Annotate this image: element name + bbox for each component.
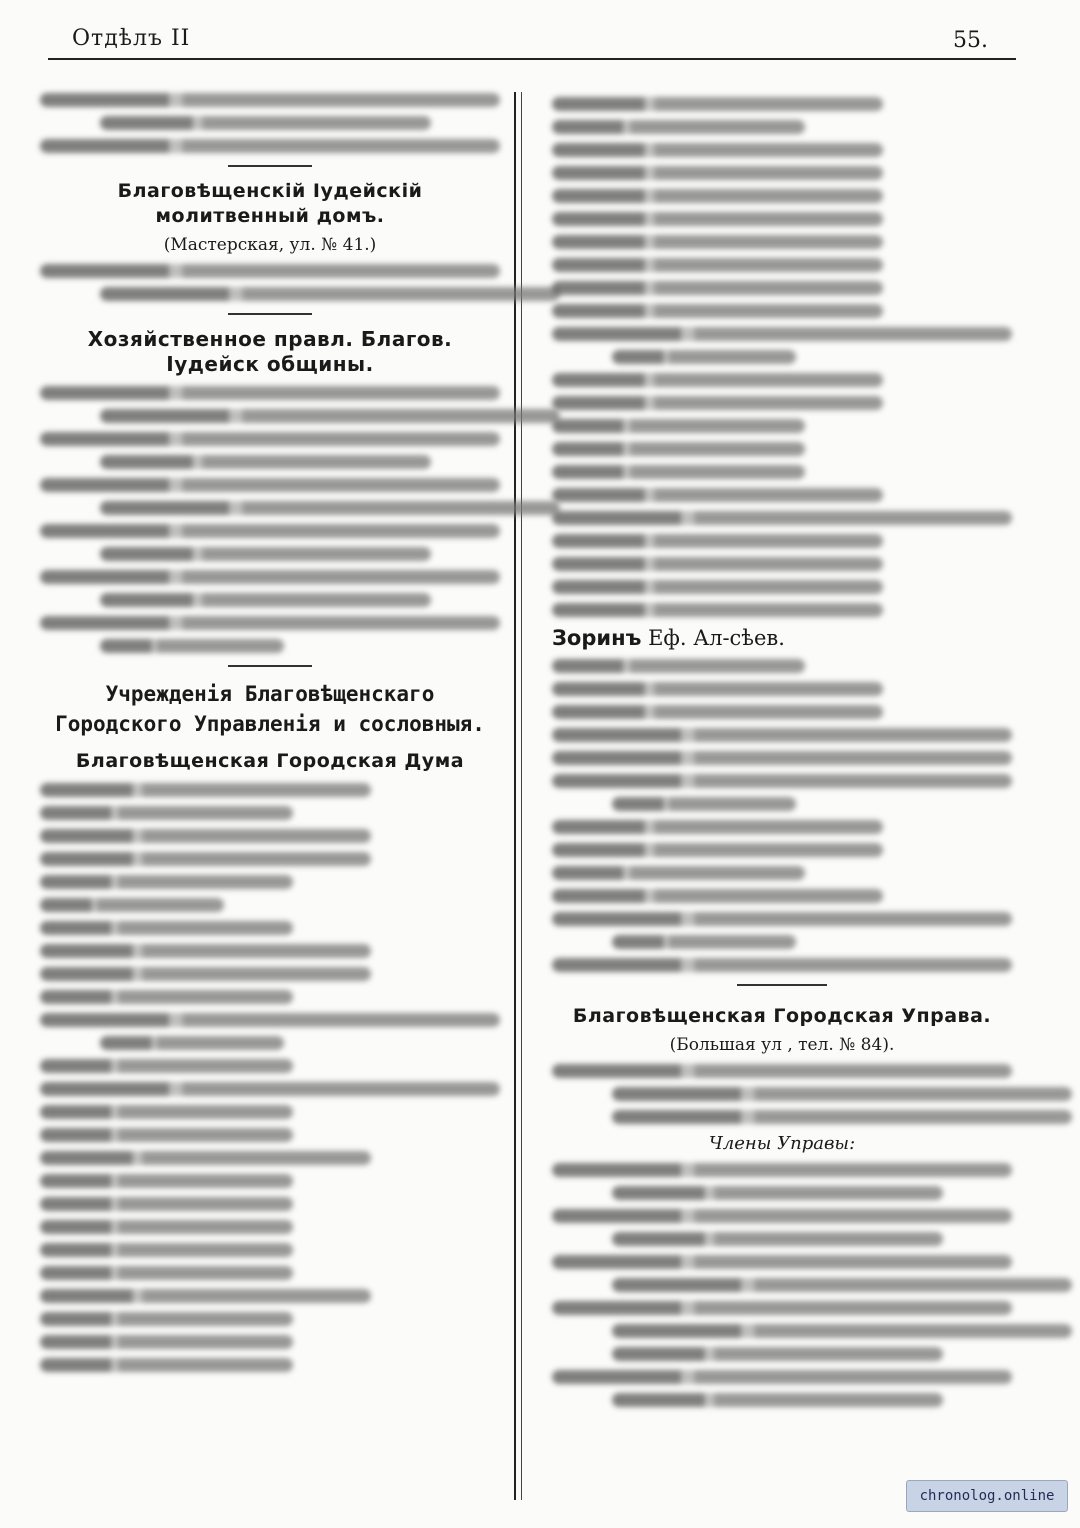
redacted-line xyxy=(552,728,1012,742)
redacted-line xyxy=(552,281,883,295)
redacted-line xyxy=(40,990,293,1004)
redacted-line xyxy=(40,1174,293,1188)
redacted-line xyxy=(100,287,560,301)
redacted-line xyxy=(612,1110,1072,1124)
heading-address: (Мастерская, ул. № 41.) xyxy=(163,235,377,255)
redacted-line xyxy=(552,511,1012,525)
redacted-line xyxy=(40,806,293,820)
redacted-line xyxy=(100,639,284,653)
redacted-line xyxy=(40,921,293,935)
redacted-line xyxy=(552,1301,1012,1315)
redacted-line xyxy=(40,1082,500,1096)
watermark-label: chronolog.online xyxy=(906,1480,1068,1512)
redacted-line xyxy=(552,396,883,410)
redacted-line xyxy=(40,1013,500,1027)
redacted-line xyxy=(100,409,560,423)
redacted-line xyxy=(552,1163,1012,1177)
redacted-line xyxy=(40,1358,293,1372)
redacted-line xyxy=(612,1347,943,1361)
redacted-line xyxy=(552,304,883,318)
redacted-line xyxy=(40,875,293,889)
redacted-line xyxy=(552,820,883,834)
heading-city-duma: Благовѣщенская Городская Дума xyxy=(75,750,465,772)
redacted-line xyxy=(40,264,500,278)
separator xyxy=(737,984,827,986)
redacted-line xyxy=(40,783,371,797)
redacted-line xyxy=(552,465,805,479)
redacted-line xyxy=(552,189,883,203)
redacted-line xyxy=(552,97,883,111)
redacted-line xyxy=(552,120,805,134)
separator xyxy=(228,313,312,315)
redacted-line xyxy=(552,1255,1012,1269)
redacted-line xyxy=(552,212,883,226)
redacted-line xyxy=(612,1324,1072,1338)
redacted-line xyxy=(40,386,500,400)
redacted-line xyxy=(552,912,1012,926)
redacted-line xyxy=(40,1312,293,1326)
redacted-line xyxy=(552,442,805,456)
section-title: Отдѣлъ II xyxy=(72,26,191,51)
redacted-line xyxy=(40,898,224,912)
redacted-line xyxy=(552,143,883,157)
redacted-line xyxy=(40,852,371,866)
redacted-line xyxy=(552,419,805,433)
redacted-line xyxy=(100,593,431,607)
redacted-line xyxy=(552,889,883,903)
redacted-line xyxy=(40,944,371,958)
redacted-line xyxy=(100,455,431,469)
redacted-line xyxy=(40,139,500,153)
redacted-line xyxy=(552,866,805,880)
column-divider-inner xyxy=(521,92,522,1500)
redacted-line xyxy=(612,1393,943,1407)
redacted-line xyxy=(552,774,1012,788)
redacted-line xyxy=(552,843,883,857)
redacted-line xyxy=(40,1289,371,1303)
redacted-line xyxy=(40,1335,293,1349)
redacted-line xyxy=(552,751,1012,765)
redacted-line xyxy=(552,235,883,249)
redacted-line xyxy=(612,350,796,364)
redacted-line xyxy=(552,1209,1012,1223)
redacted-line xyxy=(40,1105,293,1119)
redacted-line xyxy=(552,488,883,502)
redacted-line xyxy=(552,958,1012,972)
separator xyxy=(228,665,312,667)
redacted-line xyxy=(552,534,883,548)
redacted-line xyxy=(100,116,431,130)
redacted-line xyxy=(552,580,883,594)
redacted-line xyxy=(552,373,883,387)
left-column xyxy=(40,84,500,1381)
column-divider xyxy=(514,92,516,1500)
redacted-line xyxy=(40,1266,293,1280)
redacted-line xyxy=(552,705,883,719)
heading-city-board: Благовѣщенская Городская Управа. xyxy=(572,1005,992,1027)
redacted-line xyxy=(40,1128,293,1142)
redacted-line xyxy=(552,1370,1012,1384)
redacted-line xyxy=(552,1064,1012,1078)
heading-jewish-prayer-house: Благовѣщенскій Іудейскій молитвенный домъ. xyxy=(117,180,423,227)
redacted-line xyxy=(552,327,1012,341)
redacted-line xyxy=(40,570,500,584)
redacted-line xyxy=(40,1059,293,1073)
members-title: Члены Управы: xyxy=(708,1133,856,1154)
redacted-line xyxy=(40,524,500,538)
name-entry xyxy=(552,626,1012,650)
redacted-line xyxy=(40,432,500,446)
redacted-line xyxy=(552,557,883,571)
redacted-line xyxy=(612,1087,1072,1101)
redacted-line xyxy=(552,603,883,617)
redacted-line xyxy=(612,935,796,949)
redacted-line xyxy=(40,478,500,492)
redacted-line xyxy=(40,1243,293,1257)
separator xyxy=(228,165,312,167)
redacted-line xyxy=(40,1197,293,1211)
right-column xyxy=(552,88,1012,1416)
redacted-line xyxy=(612,1232,943,1246)
heading-address: (Большая ул , тел. № 84). xyxy=(669,1035,895,1055)
redacted-line xyxy=(100,1036,284,1050)
heading-city-institutions: Учрежденія Благовѣщенскаго Городского Управленія и сословныя. xyxy=(55,682,485,736)
redacted-line xyxy=(100,501,560,515)
heading-economic-board: Хозяйственное правл. Благов. Іудейск общины. xyxy=(87,327,453,376)
page-header xyxy=(48,22,1016,60)
page-number: 55. xyxy=(953,28,988,53)
name-initials: Еф. Ал-сѣев. xyxy=(648,626,785,650)
redacted-line xyxy=(40,616,500,630)
redacted-line xyxy=(40,1151,371,1165)
redacted-line xyxy=(552,258,883,272)
redacted-line xyxy=(40,1220,293,1234)
redacted-line xyxy=(552,659,805,673)
redacted-line xyxy=(612,1186,943,1200)
redacted-line xyxy=(40,93,500,107)
redacted-line xyxy=(612,797,796,811)
name-surname: Зоринъ xyxy=(552,626,642,650)
redacted-line xyxy=(40,967,371,981)
redacted-line xyxy=(552,682,883,696)
redacted-line xyxy=(100,547,431,561)
redacted-line xyxy=(40,829,371,843)
redacted-line xyxy=(612,1278,1072,1292)
redacted-line xyxy=(552,166,883,180)
